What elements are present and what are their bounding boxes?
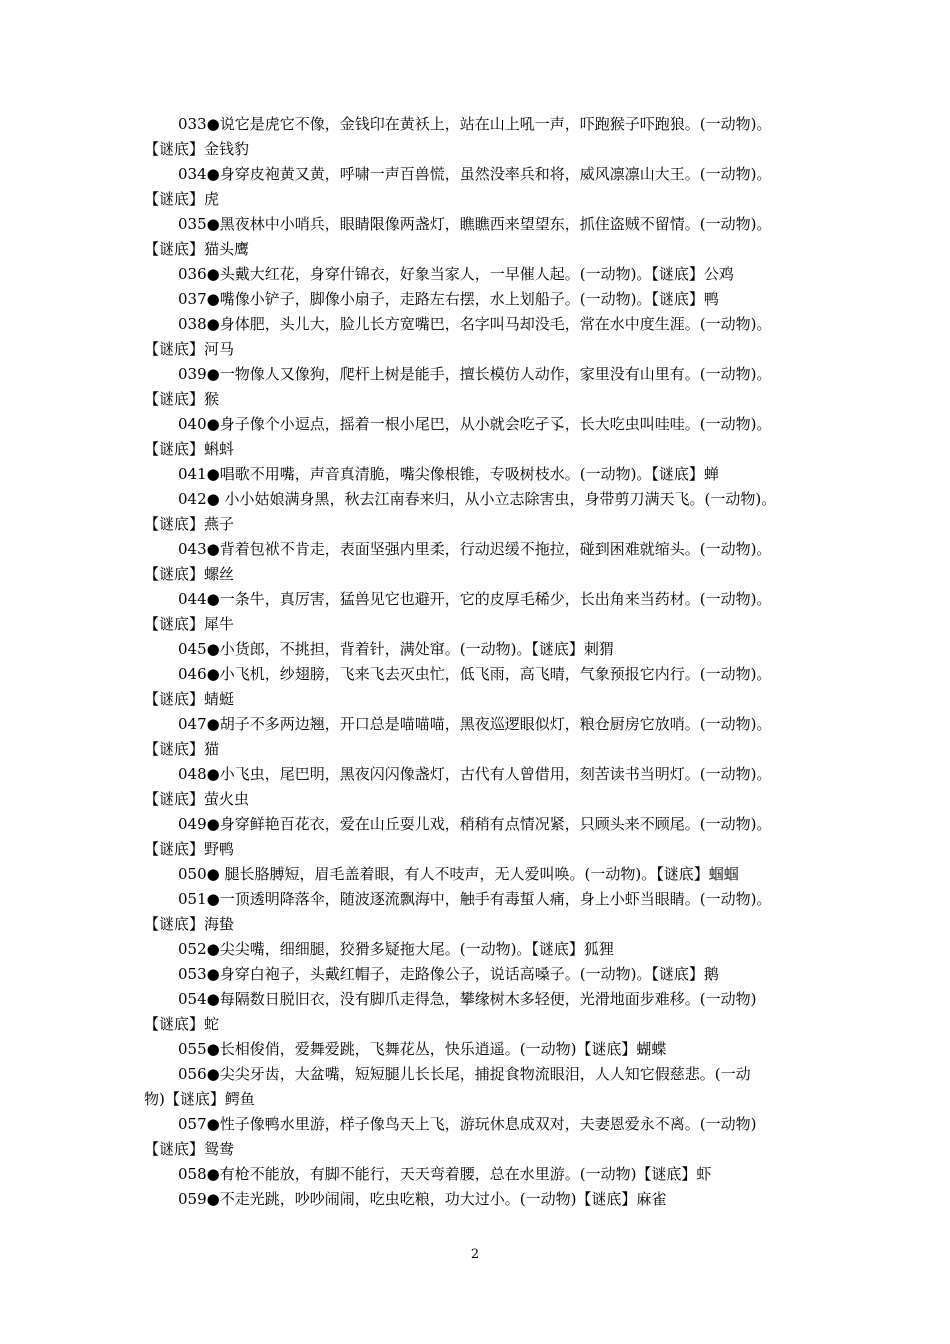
riddle-text: 053●身穿白袍子，头戴红帽子，走路像公子，说话高嗓子。(一动物)。【谜底】鹅 bbox=[178, 965, 719, 983]
riddle-paragraph bbox=[144, 462, 808, 487]
riddle-answer: 【谜底】萤火虫 bbox=[144, 790, 250, 808]
riddle-text: 043●背着包袱不肯走，表面坚强内里柔，行动迟缓不拖拉，碰到困难就缩头。(一动物)。 bbox=[178, 540, 772, 558]
riddle-paragraph bbox=[144, 962, 808, 987]
riddle-answer: 【谜底】虎 bbox=[144, 190, 220, 208]
riddle-answer: 【谜底】燕子 bbox=[144, 515, 235, 533]
riddle-answer: 【谜底】猫 bbox=[144, 740, 220, 758]
riddle-paragraph bbox=[144, 212, 808, 262]
riddle-text: 057●性子像鸭水里游，样子像鸟天上飞，游玩休息成双对，夫妻恩爱永不离。(一动物) bbox=[178, 1115, 757, 1133]
riddle-answer: 【谜底】蜻蜓 bbox=[144, 690, 235, 708]
riddle-paragraph bbox=[144, 1187, 808, 1212]
riddle-text: 054●每隔数日脱旧衣，没有脚爪走得急，攀缘树木多轻便，光滑地面步难移。(一动物) bbox=[178, 990, 757, 1008]
riddle-paragraph bbox=[144, 1162, 808, 1187]
document-body bbox=[144, 112, 808, 1212]
riddle-text: 052●尖尖嘴，细细腿，狡猾多疑拖大尾。(一动物)。【谜底】狐狸 bbox=[178, 940, 614, 958]
riddle-text: 044●一条牛，真厉害，猛兽见它也避开，它的皮厚毛稀少，长出角来当药材。(一动物)。 bbox=[178, 590, 772, 608]
riddle-text: 051●一顶透明降落伞，随波逐流飘海中，触手有毒蜇人痛，身上小虾当眼睛。(一动物)。 bbox=[178, 890, 772, 908]
riddle-paragraph bbox=[144, 712, 808, 762]
riddle-text: 038●身体肥，头儿大，脸儿长方宽嘴巴，名字叫马却没毛，常在水中度生涯。(一动物)。 bbox=[178, 315, 772, 333]
riddle-paragraph bbox=[144, 662, 808, 712]
riddle-text: 058●有枪不能放，有脚不能行，天天弯着腰，总在水里游。(一动物)【谜底】虾 bbox=[178, 1165, 712, 1183]
riddle-paragraph bbox=[144, 537, 808, 587]
riddle-answer: 【谜底】海蛰 bbox=[144, 915, 235, 933]
riddle-paragraph bbox=[144, 262, 808, 287]
riddle-answer: 【谜底】螺丝 bbox=[144, 565, 235, 583]
riddle-text: 037●嘴像小铲子，脚像小扇子，走路左右摆，水上划船子。(一动物)。【谜底】鸭 bbox=[178, 290, 719, 308]
riddle-paragraph bbox=[144, 487, 808, 537]
riddle-text: 055●长相俊俏，爱舞爱跳，飞舞花丛，快乐逍遥。(一动物)【谜底】蝴蝶 bbox=[178, 1040, 667, 1058]
riddle-paragraph bbox=[144, 287, 808, 312]
riddle-text: 056●尖尖牙齿，大盆嘴，短短腿儿长长尾，捕捉食物流眼泪，人人知它假慈悲。(一动 bbox=[178, 1065, 751, 1083]
riddle-paragraph bbox=[144, 162, 808, 212]
riddle-paragraph bbox=[144, 887, 808, 937]
riddle-paragraph bbox=[144, 637, 808, 662]
riddle-text: 035●黑夜林中小哨兵，眼睛限像两盏灯，瞧瞧西来望望东，抓住盗贼不留情。(一动物)。 bbox=[178, 215, 772, 233]
riddle-text: 050● 腿长胳膊短，眉毛盖着眼，有人不吱声，无人爱叫唤。(一动物)。【谜底】蝈蝈 bbox=[178, 865, 739, 883]
riddle-answer: 【谜底】蛇 bbox=[144, 1015, 220, 1033]
riddle-text: 039●一物像人又像狗，爬杆上树是能手，擅长模仿人动作，家里没有山里有。(一动物)。 bbox=[178, 365, 772, 383]
riddle-text: 034●身穿皮袍黄又黄，呼啸一声百兽慌，虽然没率兵和将，威风凛凛山大王。(一动物)。 bbox=[178, 165, 772, 183]
riddle-answer: 【谜底】犀牛 bbox=[144, 615, 235, 633]
riddle-answer: 【谜底】野鸭 bbox=[144, 840, 235, 858]
riddle-answer: 【谜底】河马 bbox=[144, 340, 235, 358]
riddle-text: 049●身穿鲜艳百花衣，爱在山丘耍儿戏，稍稍有点情况紧，只顾头来不顾尾。(一动物)。 bbox=[178, 815, 772, 833]
riddle-text: 041●唱歌不用嘴，声音真清脆，嘴尖像根锥，专吸树枝水。(一动物)。【谜底】蝉 bbox=[178, 465, 719, 483]
riddle-answer: 【谜底】猫头鹰 bbox=[144, 240, 250, 258]
riddle-paragraph bbox=[144, 762, 808, 812]
riddle-paragraph bbox=[144, 812, 808, 862]
riddle-answer: 【谜底】金钱豹 bbox=[144, 140, 250, 158]
riddle-paragraph bbox=[144, 112, 808, 162]
riddle-text: 047●胡子不多两边翘，开口总是喵喵喵，黑夜巡逻眼似灯，粮仓厨房它放哨。(一动物)。 bbox=[178, 715, 772, 733]
riddle-paragraph bbox=[144, 312, 808, 362]
riddle-paragraph bbox=[144, 937, 808, 962]
riddle-paragraph bbox=[144, 412, 808, 462]
riddle-paragraph bbox=[144, 1037, 808, 1062]
riddle-paragraph bbox=[144, 587, 808, 637]
riddle-text: 033●说它是虎它不像，金钱印在黄袄上，站在山上吼一声，吓跑猴子吓跑狼。(一动物)。 bbox=[178, 115, 772, 133]
riddle-answer: 【谜底】猴 bbox=[144, 390, 220, 408]
riddle-paragraph bbox=[144, 862, 808, 887]
riddle-text: 042● 小小姑娘满身黑，秋去江南春来归，从小立志除害虫，身带剪刀满天飞。(一动物)。 bbox=[178, 490, 777, 508]
riddle-text: 048●小飞虫，尾巴明，黑夜闪闪像盏灯，古代有人曾借用，刻苦读书当明灯。(一动物)。 bbox=[178, 765, 772, 783]
riddle-text: 059●不走光跳，吵吵闹闹，吃虫吃粮，功大过小。(一动物)【谜底】麻雀 bbox=[178, 1190, 667, 1208]
riddle-text: 045●小货郎，不挑担，背着针，满处窜。(一动物)。【谜底】刺猬 bbox=[178, 640, 614, 658]
page-number: 2 bbox=[470, 1247, 480, 1262]
riddle-text: 036●头戴大红花，身穿什锦衣，好象当家人，一早催人起。(一动物)。【谜底】公鸡 bbox=[178, 265, 734, 283]
riddle-answer: 【谜底】蝌蚪 bbox=[144, 440, 235, 458]
riddle-answer: 物)【谜底】鳄鱼 bbox=[144, 1090, 255, 1108]
riddle-paragraph bbox=[144, 1062, 808, 1112]
riddle-paragraph bbox=[144, 987, 808, 1037]
riddle-text: 040●身子像个小逗点，摇着一根小尾巴，从小就会吃孑孓，长大吃虫叫哇哇。(一动物)。 bbox=[178, 415, 772, 433]
riddle-text: 046●小飞机，纱翅膀，飞来飞去灭虫忙，低飞雨，高飞晴，气象预报它内行。(一动物)。 bbox=[178, 665, 772, 683]
riddle-answer: 【谜底】鸳鸯 bbox=[144, 1140, 235, 1158]
riddle-paragraph bbox=[144, 1112, 808, 1162]
riddle-paragraph bbox=[144, 362, 808, 412]
